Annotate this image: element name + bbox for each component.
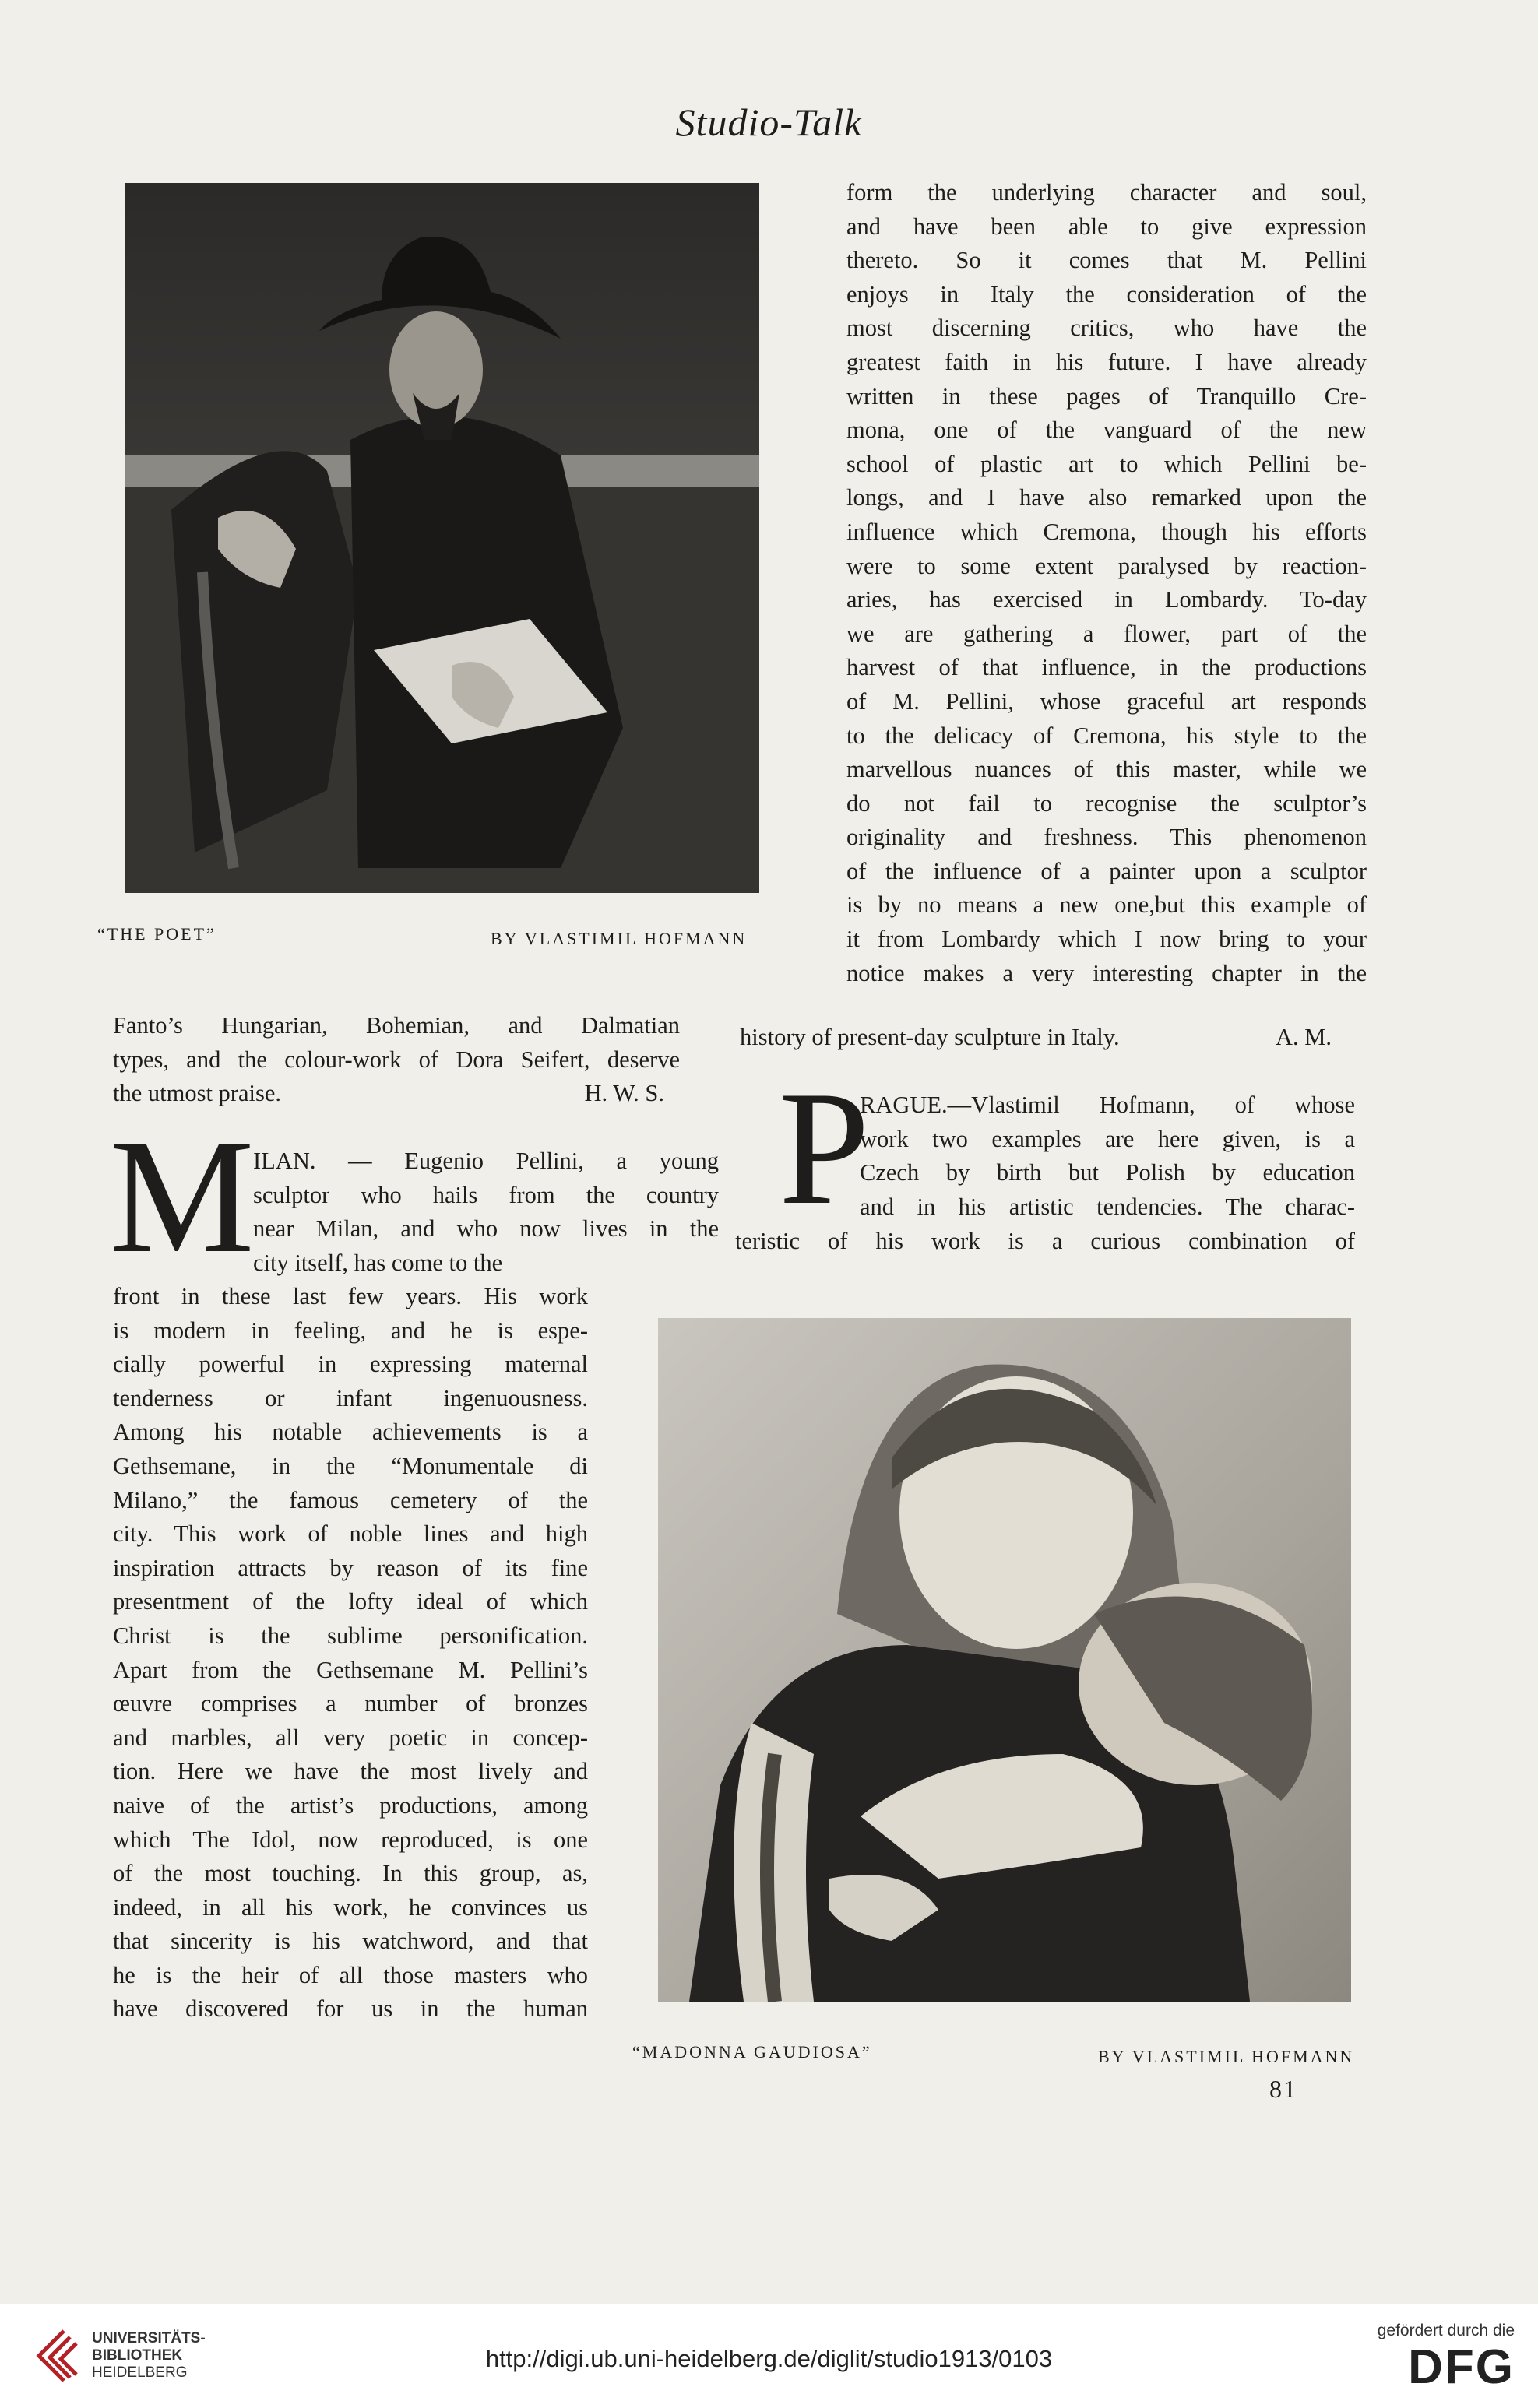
text-line: near Milan, and who now lives in the — [253, 1215, 719, 1243]
text-line: harvest of that influence, in the productions — [846, 654, 1367, 681]
text-line: form the underlying character and soul, — [846, 179, 1367, 206]
text-line: and have been able to give expression — [846, 213, 1367, 240]
text-line: inspiration attracts by reason of its fine — [113, 1554, 588, 1581]
text-line: marvellous nuances of this master, while we — [846, 756, 1367, 783]
text-line: and marbles, all very poetic in concep- — [113, 1724, 588, 1751]
text-line: tenderness or infant ingenuousness. — [113, 1384, 588, 1411]
text-line: city itself, has come to the — [253, 1249, 503, 1276]
plate-madonna-caption-title: “MADONNA GAUDIOSA” — [632, 2042, 872, 2062]
prague-dropcap: P — [779, 1058, 870, 1239]
text-line: he is the heir of all those masters who — [113, 1961, 588, 1988]
text-line: work two examples are here given, is a — [860, 1125, 1355, 1152]
text-line: is by no means a new one,but this example of — [846, 891, 1367, 919]
text-line: Apart from the Gethsemane M. Pellini’s — [113, 1656, 588, 1683]
text-line: and in his artistic tendencies. The charac- — [860, 1193, 1355, 1220]
text-line: teristic of his work is a curious combination of — [735, 1228, 1355, 1254]
text-line: it from Lombardy which I now bring to your — [846, 926, 1367, 953]
signature-am: A. M. — [1275, 1024, 1332, 1050]
text-line: sculptor who hails from the country — [253, 1181, 719, 1208]
text-line: we are gathering a flower, part of the — [846, 620, 1367, 647]
text-line: Czech by birth but Polish by education — [860, 1159, 1355, 1186]
library-line-1: UNIVERSITÄTS- — [92, 2330, 206, 2346]
text-line: tion. Here we have the most lively and — [113, 1758, 588, 1785]
prague-body — [735, 1225, 1355, 1259]
text-line: Christ is the sublime personification. — [113, 1622, 588, 1649]
text-line: aries, has exercised in Lombardy. To-day — [846, 586, 1367, 613]
text-line: ILAN. — Eugenio Pellini, a young — [253, 1148, 719, 1174]
text-line: indeed, in all his work, he convinces us — [113, 1893, 588, 1921]
text-line: cially powerful in expressing maternal — [113, 1351, 588, 1378]
text-line: were to some extent paralysed by reaction- — [846, 552, 1367, 579]
text-line: front in these last few years. His work — [113, 1283, 588, 1309]
poet-painting-image — [125, 183, 759, 893]
right-column-end-line — [740, 1021, 1332, 1055]
text-line: originality and freshness. This phenomenon — [846, 824, 1367, 851]
text-line: that sincerity is his watchword, and that — [113, 1928, 588, 1955]
text-line: do not fail to recognise the sculptor’s — [846, 789, 1367, 817]
text-line: of M. Pellini, whose graceful art responds — [846, 687, 1367, 715]
text-line: influence which Cremona, though his efforts — [846, 518, 1367, 545]
prague-drop-lines — [860, 1088, 1355, 1224]
text-line: mona, one of the vanguard of the new — [846, 417, 1367, 444]
text-line: most discerning critics, who have the — [846, 315, 1367, 342]
running-head: Studio-Talk — [675, 100, 863, 144]
milan-dropcap: M — [109, 1106, 255, 1287]
text-line: enjoys in Italy the consideration of the — [846, 280, 1367, 308]
text-line: is modern in feeling, and he is espe- — [113, 1316, 588, 1344]
text-line: Fanto’s Hungarian, Bohemian, and Dalmatian — [113, 1012, 680, 1039]
article-paragraph — [846, 176, 1367, 990]
library-line-3: HEIDELBERG — [92, 2364, 188, 2381]
page-number: 81 — [1269, 2075, 1297, 2103]
text-line: have discovered for us in the human — [113, 1995, 588, 2023]
text-line: city. This work of noble lines and high — [113, 1520, 588, 1548]
text-line: school of plastic art to which Pellini be- — [846, 450, 1367, 477]
text-line: of the influence of a painter upon a sculptor — [846, 857, 1367, 884]
text-line: notice makes a very interesting chapter in the — [846, 959, 1367, 986]
text-line: presentment of the lofty ideal of which — [113, 1588, 588, 1615]
text-line: œuvre comprises a number of bronzes — [113, 1690, 588, 1717]
madonna-painting-image — [658, 1318, 1351, 2002]
left-column-top — [113, 1009, 680, 1111]
plate-the-poet-caption-artist: BY VLASTIMIL HOFMANN — [491, 929, 748, 948]
text-line: longs, and I have also remarked upon the — [846, 484, 1367, 511]
text-line: Gethsemane, in the “Monumentale di — [113, 1452, 588, 1479]
text-line: Milano,” the famous cemetery of the — [113, 1486, 588, 1513]
text-line: Among his notable achievements is a — [113, 1418, 588, 1446]
plate-madonna-caption-artist: BY VLASTIMIL HOFMANN — [1098, 2047, 1355, 2066]
plate-madonna-gaudiosa — [658, 1318, 1351, 2002]
dfg-logo: DFG — [1408, 2340, 1515, 2394]
right-column-top — [846, 176, 1367, 990]
text-line: types, and the colour-work of Dora Seifert, deserve — [113, 1046, 680, 1073]
source-url-link[interactable]: http://digi.ub.uni-heidelberg.de/diglit/studio1913/0103 — [485, 2345, 1053, 2372]
digitization-footer — [0, 2304, 1538, 2408]
text-line: the utmost praise. — [113, 1080, 282, 1107]
text-line: of the most touching. In this group, as, — [113, 1860, 588, 1887]
milan-drop-lines — [253, 1144, 719, 1280]
text-line: RAGUE.—Vlastimil Hofmann, of whose — [860, 1092, 1355, 1118]
funder-block — [1378, 2322, 1515, 2395]
text-line: naive of the artist’s productions, among — [113, 1791, 588, 1819]
text-line: which The Idol, now reproduced, is one — [113, 1826, 588, 1853]
milan-body — [113, 1280, 588, 2027]
text-line: written in these pages of Tranquillo Cre- — [846, 382, 1367, 410]
library-line-2: BIBLIOTHEK — [92, 2347, 183, 2364]
text-line: greatest faith in his future. I have already — [846, 348, 1367, 375]
signature-hws: H. W. S. — [584, 1080, 664, 1107]
text-line: to the delicacy of Cremona, his style to the — [846, 722, 1367, 749]
text-line: thereto. So it comes that M. Pellini — [846, 247, 1367, 274]
plate-the-poet-caption-title: “THE POET” — [97, 924, 216, 944]
plate-the-poet — [125, 183, 759, 893]
text-line: history of present-day sculpture in Italy. — [740, 1024, 1120, 1050]
funder-label: gefördert durch die — [1377, 2322, 1515, 2339]
